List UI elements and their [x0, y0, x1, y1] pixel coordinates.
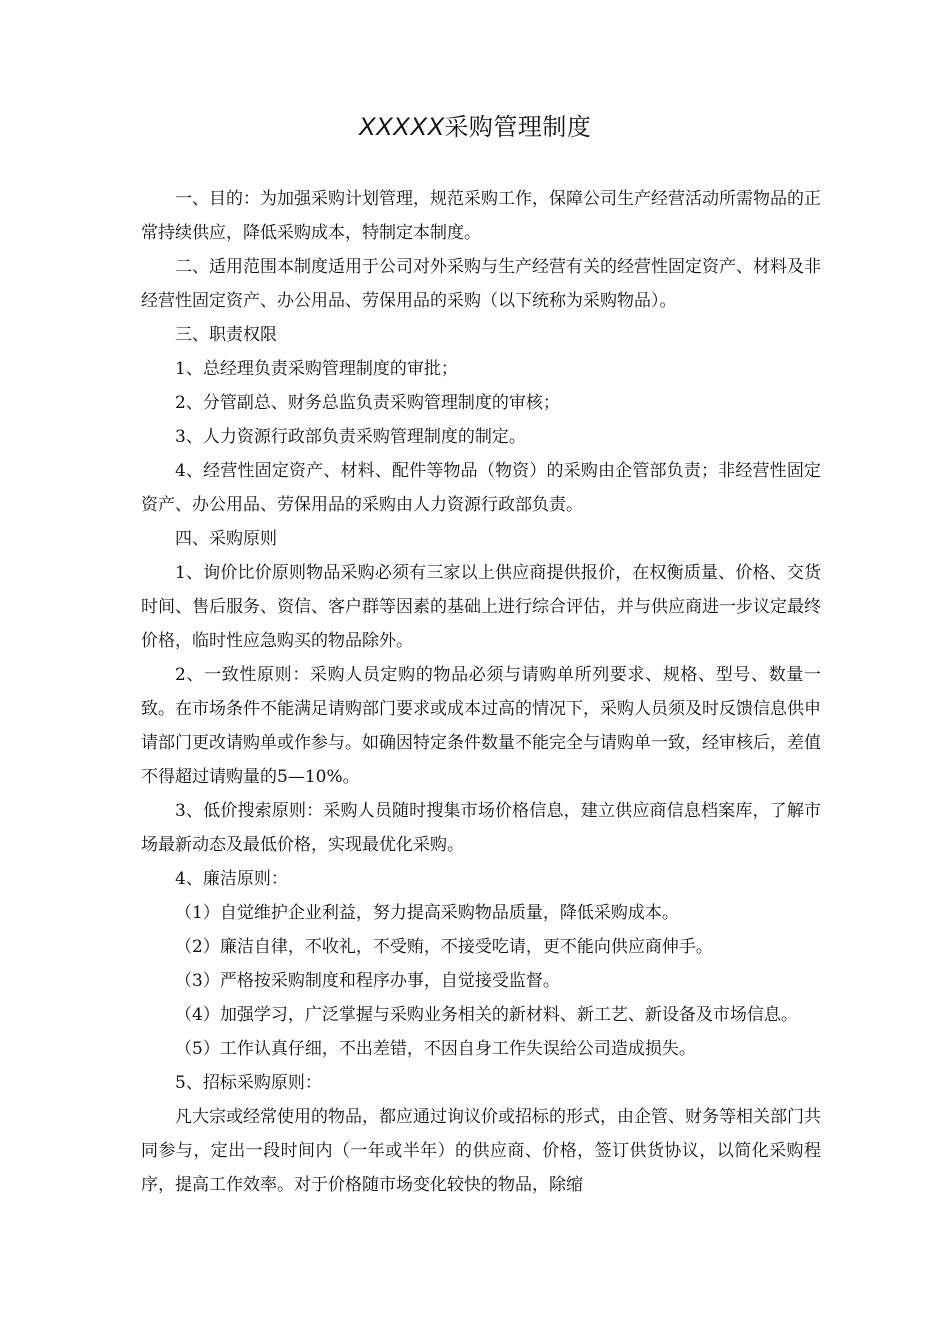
- paragraph-bidding: 凡大宗或经常使用的物品，都应通过询议价或招标的形式，由企管、财务等相关部门共同参与，定出一段时间内（一年或半年）的供应商、价格，签订供货协议，以简化采购程序，提高工作效率。对于价格随市场变化较快的物品，除缩: [141, 1107, 821, 1195]
- paragraph-integrity-2: （2）廉洁自律，不收礼，不受贿，不接受吃请，更不能向供应商伸手。: [175, 937, 713, 957]
- title-prefix: XXXXX: [358, 113, 445, 141]
- paragraph-responsibility-4: 4、经营性固定资产、材料、配件等物品（物资）的采购由企管部负责；非经营性固定资产、办公用品、劳保用品的采购由人力资源行政部负责。: [141, 461, 821, 515]
- paragraph-principle-2: 2、一致性原则：采购人员定购的物品必须与请购单所列要求、规格、型号、数量一致。在市场条件不能满足请购部门要求或成本过高的情况下，采购人员须及时反馈信息供申请部门更改请购单或作参与。如确因特定条件数量不能完全与请购单一致，经审核后，差值不得超过请购量的5—10%。: [141, 665, 821, 787]
- paragraph-integrity-4: （4）加强学习，广泛掌握与采购业务相关的新材料、新工艺、新设备及市场信息。: [175, 1005, 798, 1025]
- paragraph-principle-1: 1、询价比价原则物品采购必须有三家以上供应商提供报价，在权衡质量、价格、交货时间、售后服务、资信、客户群等因素的基础上进行综合评估，并与供应商进一步议定最终价格，临时性应急购买的物品除外。: [141, 563, 821, 651]
- paragraph-responsibility-3: 3、人力资源行政部负责采购管理制度的制定。: [175, 427, 526, 447]
- heading-responsibilities: 三、职责权限: [175, 325, 277, 345]
- heading-principles: 四、采购原则: [175, 529, 277, 549]
- document-title: [0, 110, 950, 144]
- title-main: 采购管理制度: [444, 113, 592, 141]
- paragraph-purpose: 一、目的：为加强采购计划管理，规范采购工作，保障公司生产经营活动所需物品的正常持续供应，降低采购成本，特制定本制度。: [141, 189, 821, 243]
- paragraph-scope: 二、适用范围本制度适用于公司对外采购与生产经营有关的经营性固定资产、材料及非经营性固定资产、办公用品、劳保用品的采购（以下统称为采购物品）。: [141, 257, 821, 311]
- paragraph-principle-4: 4、廉洁原则：: [175, 869, 288, 889]
- paragraph-integrity-5: （5）工作认真仔细，不出差错，不因自身工作失误给公司造成损失。: [175, 1039, 696, 1059]
- paragraph-integrity-1: （1）自觉维护企业利益，努力提高采购物品质量，降低采购成本。: [175, 903, 679, 923]
- document-body: [141, 182, 821, 1202]
- paragraph-principle-3: 3、低价搜索原则：采购人员随时搜集市场价格信息，建立供应商信息档案库，了解市场最新动态及最低价格，实现最优化采购。: [141, 801, 821, 855]
- paragraph-responsibility-1: 1、总经理负责采购管理制度的审批；: [175, 359, 458, 379]
- paragraph-responsibility-2: 2、分管副总、财务总监负责采购管理制度的审核；: [175, 393, 560, 413]
- paragraph-integrity-3: （3）严格按采购制度和程序办事，自觉接受监督。: [175, 971, 560, 991]
- paragraph-principle-5: 5、招标采购原则：: [175, 1073, 322, 1093]
